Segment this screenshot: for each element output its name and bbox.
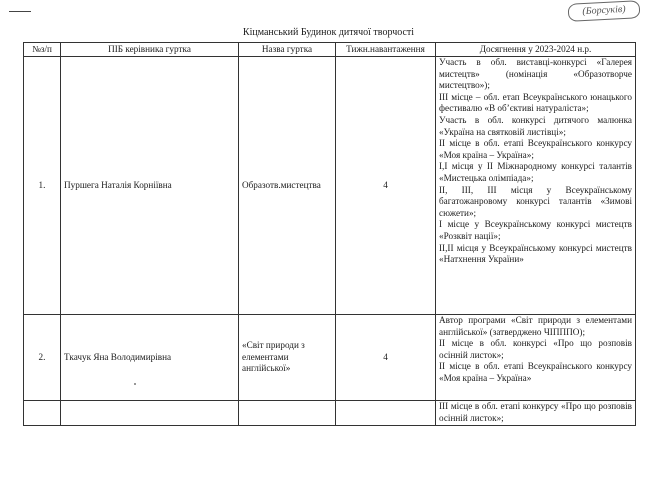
achievement-item: ІІ,ІІ місця у Всеукраїнському конкурсі мистецтв «Натхнення України» — [439, 242, 632, 265]
row-number: 2. — [24, 315, 61, 401]
achievement-item: ІІ місце в обл. конкурсі «Про що розповів осінній листок»; — [439, 338, 632, 360]
column-header-club-name: Назва гуртка — [239, 43, 336, 57]
table-row — [24, 57, 636, 315]
achievement-item: Участь в обл. конкурсі дитячого малюнка «Україна на святковій листівці»; — [439, 114, 632, 137]
scan-speck — [134, 383, 136, 385]
club-name: «Світ природи з елементами англійської» — [239, 315, 336, 401]
page-corner-mark — [9, 11, 31, 12]
achievement-item: Участь в обл. виставці-конкурсі «Галерея мистецтв» (номінація «Образотворче мистецтво»); — [439, 57, 632, 91]
page-title: Кіцманський Будинок дитячої творчості — [242, 27, 415, 38]
achievement-item: ІІ, ІІІ, ІІІ місця у Всеукраїнському багатожанровому конкурсі талантів «Зимові сюжети»; — [439, 184, 632, 218]
achievement-item: І,І місця у ІІ Міжнародному конкурсі талантів «Мистецька олімпіада»; — [439, 161, 632, 183]
handwritten-stamp: (Борсуків) — [568, 0, 641, 22]
weekly-load: 4 — [336, 315, 436, 401]
achievement-item: ІІІ місце – обл. етап Всеукраїнського юнацького фестивалю «В об’єктиві натураліста»; — [439, 91, 632, 114]
leader-name: Пуршега Наталія Корніївна — [61, 57, 239, 315]
achievements-cell — [436, 401, 636, 426]
column-header-weekly-load: Тижн.навантаження — [336, 43, 436, 57]
club-name: Образотв.мистецтва — [239, 57, 336, 315]
achievement-item: ІІІ місце в обл. етапі конкурсу «Про що розповів осінній листок»; — [439, 401, 632, 423]
weekly-load — [336, 401, 436, 426]
weekly-load: 4 — [336, 57, 436, 315]
achievements-cell — [436, 315, 636, 401]
achievement-item: І місце у Всеукраїнському конкурсі мистецтв «Розквіт нації»; — [439, 219, 632, 241]
leader-name: Ткачук Яна Володимирівна — [61, 315, 239, 401]
achievement-item: ІІ місце в обл. етапі Всеукраїнського конкурсу «Моя країна – Україна» — [439, 361, 632, 383]
club-name — [239, 401, 336, 426]
achievements-cell — [436, 57, 636, 315]
table-row — [24, 401, 636, 426]
column-header-leader-name: ПІБ керівника гуртка — [61, 43, 239, 57]
clubs-table — [23, 42, 636, 426]
achievement-item: Автор програми «Світ природи з елементами англійської» (затверджено ЧІПППО); — [439, 315, 632, 337]
column-header-number: №з/п — [24, 43, 61, 57]
leader-name — [61, 401, 239, 426]
row-number: 1. — [24, 57, 61, 315]
table-row — [24, 315, 636, 401]
table-header-row — [24, 43, 636, 57]
achievement-item: ІІ місце в обл. етапі Всеукраїнського конкурсу «Моя країна – Україна»; — [439, 138, 632, 160]
row-number — [24, 401, 61, 426]
column-header-achievements: Досягнення у 2023-2024 н.р. — [436, 43, 636, 57]
